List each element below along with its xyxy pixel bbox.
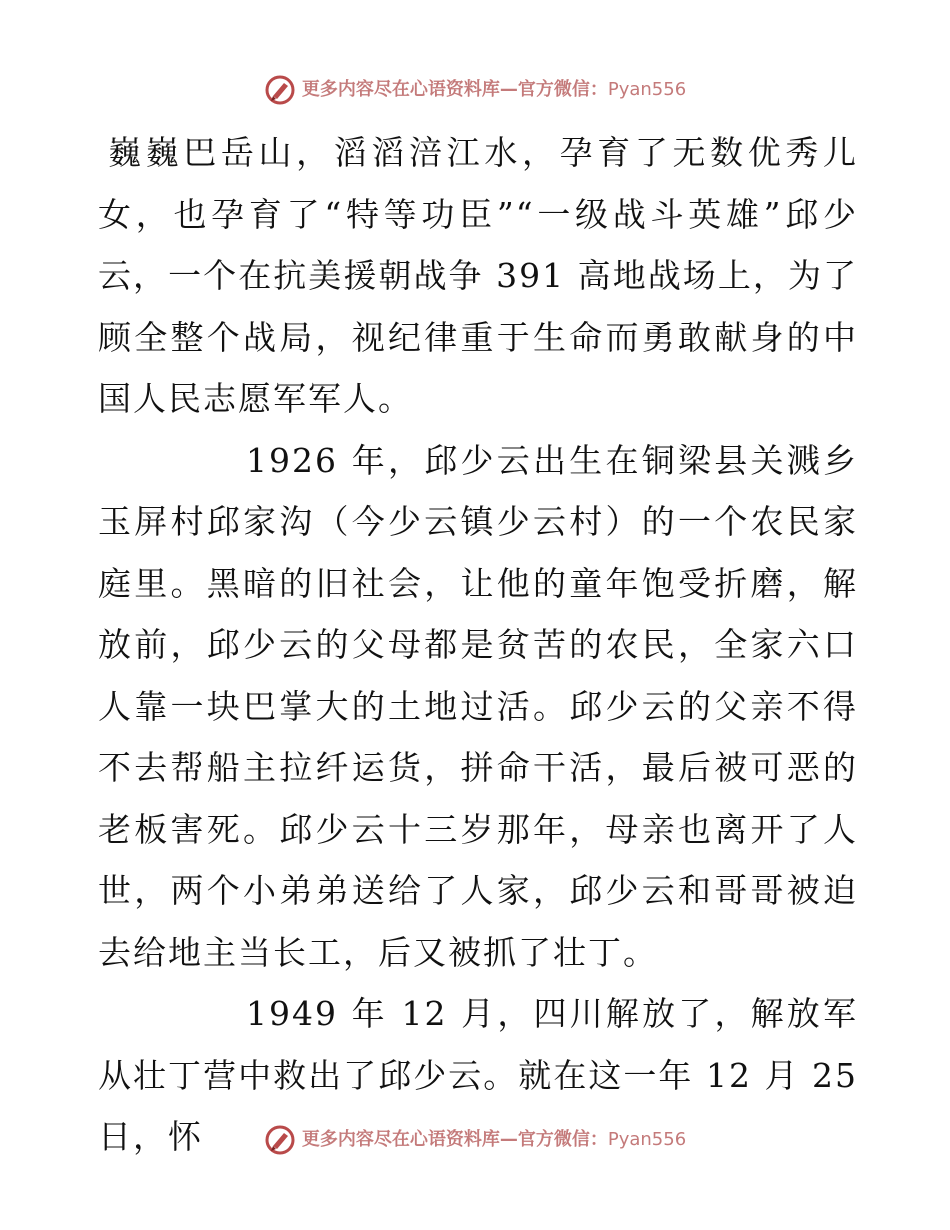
header-watermark <box>0 70 950 110</box>
document-body <box>98 122 858 1168</box>
pen-logo-icon <box>264 74 296 106</box>
paragraph-childhood: 1926 年，邱少云出生在铜梁县关溅乡玉屏村邱家沟（今少云镇少云村）的一个农民家庭里。黑暗的旧社会，让他的童年饱受折磨，解放前，邱少云的父母都是贫苦的农民，全家六口人靠一块巴掌大的土地过活。邱少云的父亲不得不去帮船主拉纤运货，拼命干活，最后被可恶的老板害死。邱少云十三岁那年，母亲也离开了人世，两个小弟弟送给了人家，邱少云和哥哥被迫去给地主当长工，后又被抓了壮丁。 <box>98 440 858 972</box>
pen-logo-icon <box>264 1124 296 1156</box>
footer-watermark <box>0 1120 950 1160</box>
watermark-text: 更多内容尽在心语资料库—官方微信：Pyan556 <box>301 1129 687 1150</box>
paragraph-intro: 巍巍巴岳山，滔滔涪江水，孕育了无数优秀儿女，也孕育了“特等功臣”“一级战斗英雄”邱少云，一个在抗美援朝战争 391 高地战场上，为了顾全整个战局，视纪律重于生命而勇敢献身的中国人民志愿军军人。 <box>98 133 858 418</box>
watermark-text: 更多内容尽在心语资料库—官方微信：Pyan556 <box>301 79 687 100</box>
paragraph-liberation: 1949 年 12 月，四川解放了，解放军从壮丁营中救出了邱少云。就在这一年 12 月 25 日，怀 <box>98 994 858 1156</box>
